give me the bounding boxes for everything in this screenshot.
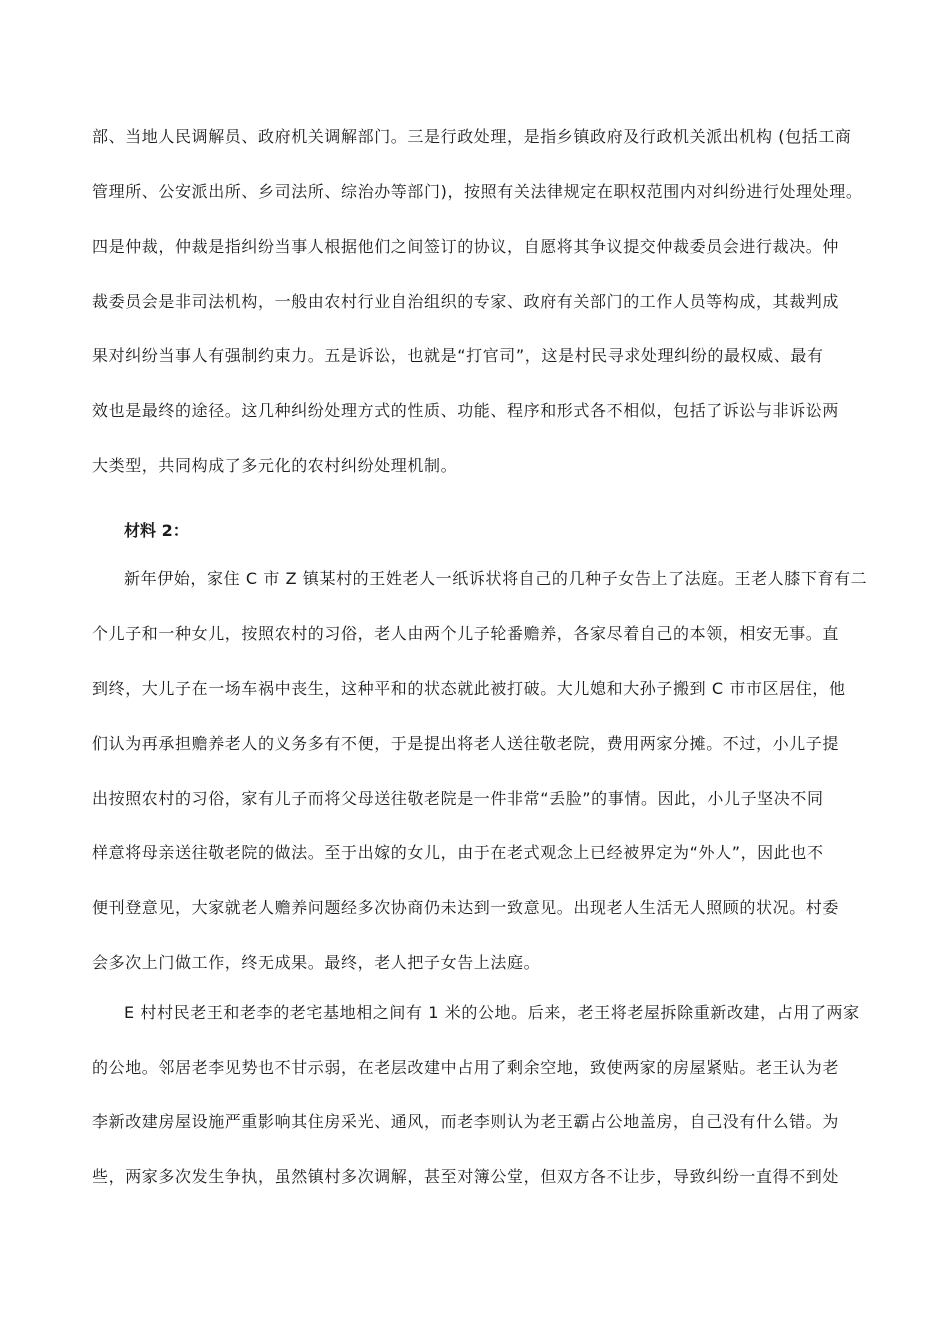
text-line: 些，两家多次发生争执，虽然镇村多次调解，甚至对簿公堂，但双方各不让步，导致纠纷一直得不到处 [92, 1167, 840, 1186]
text-line: 裁委员会是非司法机构，一般由农村行业自治组织的专家、政府有关部门的工作人员等构成，其裁判成 [92, 292, 840, 311]
text-line: 大类型，共同构成了多元化的农村纠纷处理机制。 [92, 456, 458, 475]
text-line: 效也是最终的途径。这几种纠纷处理方式的性质、功能、程序和形式各不相似，包括了诉讼与非诉讼两 [92, 401, 840, 420]
material-2-heading: 材料 2： [124, 521, 189, 540]
text-line: 新年伊始，家住 C 市 Z 镇某村的王姓老人一纸诉状将自己的几种子女告上了法庭。王老人膝下育有二 [124, 569, 868, 588]
text-line: 四是仲裁，仲裁是指纠纷当事人根据他们之间签订的协议，自愿将其争议提交仲裁委员会进行裁决。仲 [92, 237, 840, 256]
text-line: 李新改建房屋设施严重影响其住房采光、通风，而老李则认为老王霸占公地盖房，自己没有什么错。为 [92, 1112, 840, 1131]
text-line: 管理所、公安派出所、乡司法所、综治办等部门)，按照有关法律规定在职权范围内对纠纷进行处理处理。 [92, 182, 863, 201]
text-line: 出按照农村的习俗，家有儿子而将父母送往敬老院是一件非常“丢脸”的事情。因此，小儿子坚决不同 [92, 789, 824, 808]
text-line: 便刊登意见，大家就老人赡养问题经多次协商仍未达到一致意见。出现老人生活无人照顾的状况。村委 [92, 898, 840, 917]
text-line: 的公地。邻居老李见势也不甘示弱，在老层改建中占用了剩余空地，致使两家的房屋紧贴。老王认为老 [92, 1058, 840, 1077]
text-line: 个儿子和一种女儿，按照农村的习俗，老人由两个儿子轮番赡养，各家尽着自己的本领，相安无事。直 [92, 624, 840, 643]
text-line: 到终，大儿子在一场车祸中丧生，这种平和的状态就此被打破。大儿媳和大孙子搬到 C 市市区居住，他 [92, 679, 846, 698]
text-line: 果对纠纷当事人有强制约束力。五是诉讼，也就是“打官司”，这是村民寻求处理纠纷的最权威、最有 [92, 346, 824, 365]
text-line: 样意将母亲送往敬老院的做法。至于出嫁的女儿，由于在老式观念上已经被界定为“外人”，因此也不 [92, 843, 824, 862]
text-line: 们认为再承担赡养老人的义务多有不便，于是提出将老人送往敬老院，费用两家分摊。不过，小儿子提 [92, 734, 840, 753]
text-line: E 村村民老王和老李的老宅基地相之间有 1 米的公地。后来，老王将老屋拆除重新改建，占用了两家 [124, 1003, 860, 1022]
text-line: 会多次上门做工作，终无成果。最终，老人把子女告上法庭。 [92, 953, 541, 972]
text-line: 部、当地人民调解员、政府机关调解部门。三是行政处理，是指乡镇政府及行政机关派出机构 (包括工商 [92, 127, 852, 146]
